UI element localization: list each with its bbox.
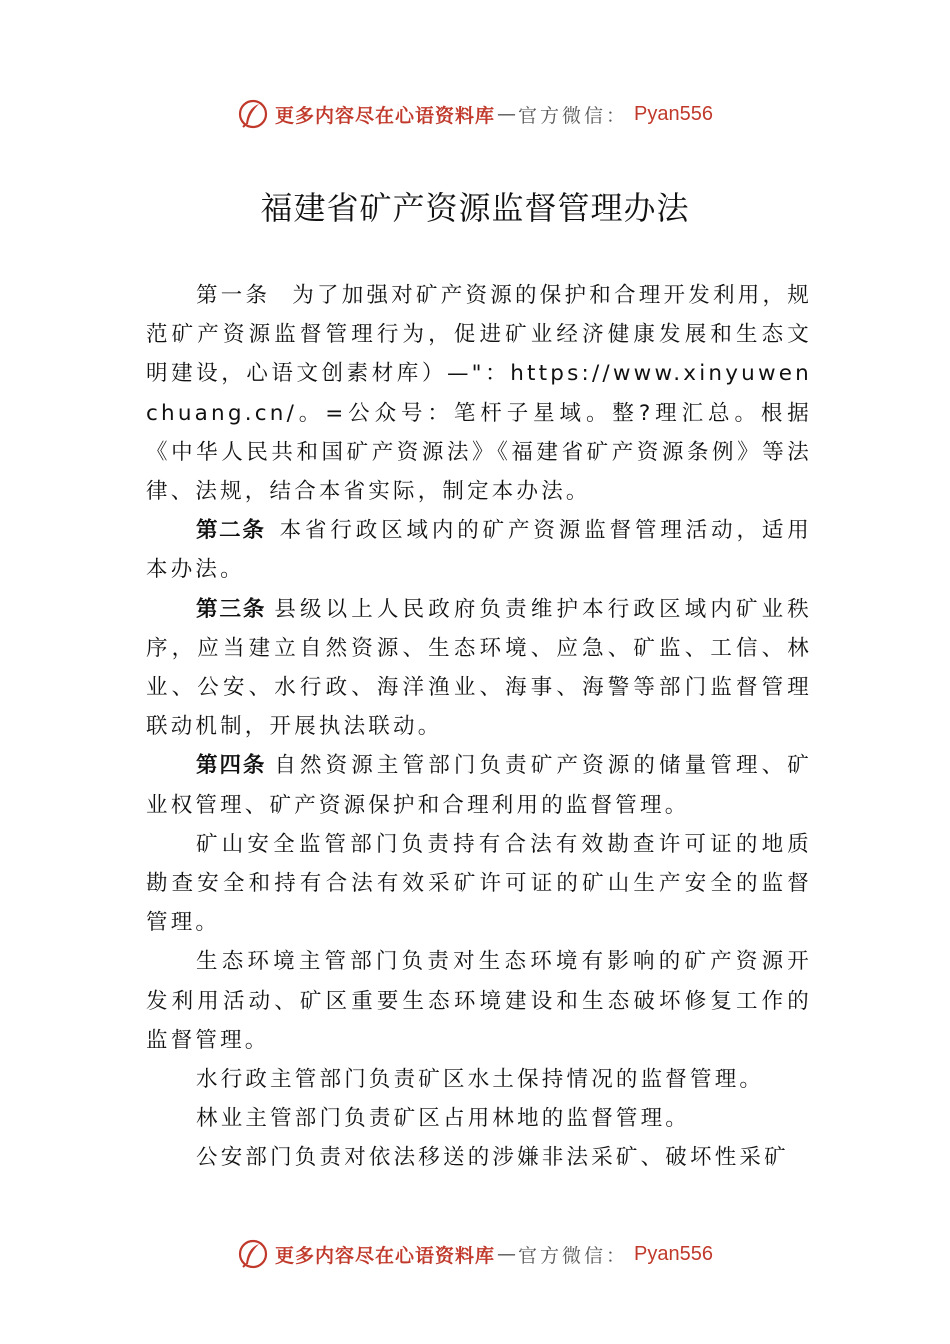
paragraph: 公安部门负责对依法移送的涉嫌非法采矿、破坏性采矿 bbox=[196, 1145, 789, 1171]
article-heading: 第三条 bbox=[196, 596, 267, 622]
paragraph: 矿山安全监管部门负责持有合法有效勘查许可证的地质勘查安全和持有合法有效采矿许可证的矿山生产安全的监督管理。 bbox=[146, 831, 812, 936]
paragraph: 生态环境主管部门负责对生态环境有影响的矿产资源开发利用活动、矿区重要生态环境建设和生态破坏修复工作的监督管理。 bbox=[146, 949, 812, 1053]
banner-brand-text: 更多内容尽在心语资料库 bbox=[275, 1244, 496, 1267]
banner-label: 官方微信： bbox=[518, 104, 629, 127]
article-heading: 第二条 bbox=[196, 518, 266, 544]
article-2 bbox=[146, 511, 812, 589]
feather-quill-icon bbox=[237, 1238, 269, 1270]
banner-dash: — bbox=[497, 103, 517, 125]
feather-quill-icon bbox=[237, 98, 269, 130]
document-title: 福建省矿产资源监督管理办法 bbox=[260, 189, 690, 227]
article-text: 本省行政区域内的矿产资源监督管理活动，适用本办法。 bbox=[146, 518, 812, 583]
watermark-banner-bottom bbox=[0, 1236, 950, 1272]
banner-wechat-id: Pyan556 bbox=[634, 102, 713, 125]
banner-wechat-id: Pyan556 bbox=[634, 1242, 713, 1265]
article-1 bbox=[146, 276, 812, 511]
article-heading: 第四条 bbox=[196, 753, 267, 779]
article-4 bbox=[146, 746, 812, 824]
paragraph: 林业主管部门负责矿区占用林地的监督管理。 bbox=[196, 1106, 691, 1132]
article-text: 县级以上人民政府负责维护本行政区域内矿业秩序，应当建立自然资源、生态环境、应急、矿监、工信、林业、公安、水行政、海洋渔业、海事、海警等部门监督管理联动机制，开展执法联动。 bbox=[146, 596, 812, 740]
paragraph: 水行政主管部门负责矿区水土保持情况的监督管理。 bbox=[196, 1067, 765, 1093]
article-text: 为了加强对矿产资源的保护和合理开发利用，规范矿产资源监督管理行为，促进矿业经济健康发展和生态文明建设，心语文创素材库）—"：https://www.xinyuwenchuang.cn/。=公众号：笔杆子星域。整?理汇总。根据《中华人民共和国矿产资源法》《福建省矿产资源条例》等法律、法规，结合本省实际，制定本办法。 bbox=[146, 283, 813, 505]
watermark-banner-top bbox=[0, 96, 950, 132]
article-heading: 第一条 bbox=[196, 283, 271, 308]
article-text: 自然资源主管部门负责矿产资源的储量管理、矿业权管理、矿产资源保护和合理利用的监督管理。 bbox=[146, 753, 812, 818]
banner-brand-text: 更多内容尽在心语资料库 bbox=[275, 104, 496, 127]
document-body bbox=[146, 276, 812, 1178]
banner-label: 官方微信： bbox=[518, 1244, 629, 1267]
article-3 bbox=[146, 590, 812, 747]
banner-dash: — bbox=[497, 1243, 517, 1265]
